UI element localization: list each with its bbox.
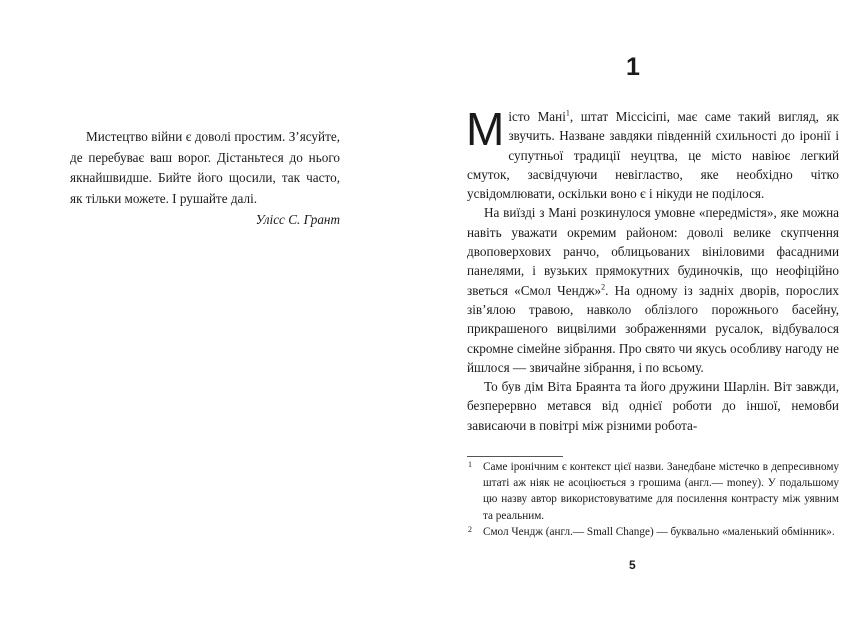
- paragraph-1-rest: , штат Міссісіпі, має саме такий вигляд, як звучить. Назване завдяки південній схильності до іронії і супутньої традиції неуцтва, це місто навіює легкий смуток, засвідчуючи невігластво, яке необхідно чітко усвідомлювати, оскільки воно є і нікуди не поділося.: [467, 109, 839, 202]
- footnote-2-text: Смол Чендж (англ.— Small Change) — буквально «маленький обмінник».: [483, 525, 835, 538]
- epigraph-text: Мистецтво війни є доволі простим. З’ясуйте, де перебуває ваш ворог. Дістаньтеся до нього якнайшвидше. Бийте його щосили, так часто, як тільки можете. І рушайте далі.: [70, 129, 340, 206]
- footnote-1: [467, 459, 839, 524]
- chapter-number: 1: [626, 53, 640, 81]
- body-text: [466, 103, 839, 435]
- page-number: 5: [629, 558, 636, 572]
- paragraph-1: [466, 103, 839, 203]
- paragraph-2-start: На виїзді з Мані розкинулося умовне «передмістя», яке можна навіть уважати окремим районом: доволі велике скупчення двоповерхових ранчо, облицьованих вініловими фасадними панелями, і вузьких прямокутних будиночків, що неофіційно зветься «Смол Чендж»: [467, 205, 839, 298]
- drop-cap: М: [466, 103, 505, 155]
- footnote-1-number: 1: [468, 460, 472, 469]
- right-page: [430, 0, 860, 619]
- paragraph-3: То був дім Віта Браянта та його дружини Шарлін. Віт завжди, безперервно метався від однієї роботи до іншої, немовби зависаючи в повітрі між різними робота-: [467, 379, 839, 433]
- paragraph-2: [467, 203, 839, 377]
- footnote-1-text: Саме іронічним є контекст цієї назви. Занедбане містечко в депресивному штаті аж ніяк не асоціюється з грошима (англ.— money). У подальшому цю назву автор використовуватиме для посилення контрасту між уявним та реальним.: [483, 461, 839, 522]
- footnote-divider: [467, 456, 563, 457]
- footnote-ref-1[interactable]: 1: [565, 108, 570, 118]
- epigraph-author: Уліcс С. Грант: [255, 212, 340, 228]
- footnote-ref-2[interactable]: 2: [601, 282, 606, 292]
- paragraph-1-start: істо Мані: [508, 109, 566, 124]
- paragraph-2-rest: . На одному із задніх дворів, порослих зів’ялою травою, навколо облізлого порожнього басейну, прикрашеного вицвілими зображеннями русалок, відбувалося скромне сімейне зібрання. Про свято чи якусь особливу нагоду не йшлося — звичайне зібрання, і по всьому.: [467, 282, 839, 375]
- epigraph: [70, 127, 340, 231]
- footnotes: [467, 459, 839, 540]
- footnote-2-number: 2: [468, 524, 472, 534]
- footnote-2: [467, 524, 839, 540]
